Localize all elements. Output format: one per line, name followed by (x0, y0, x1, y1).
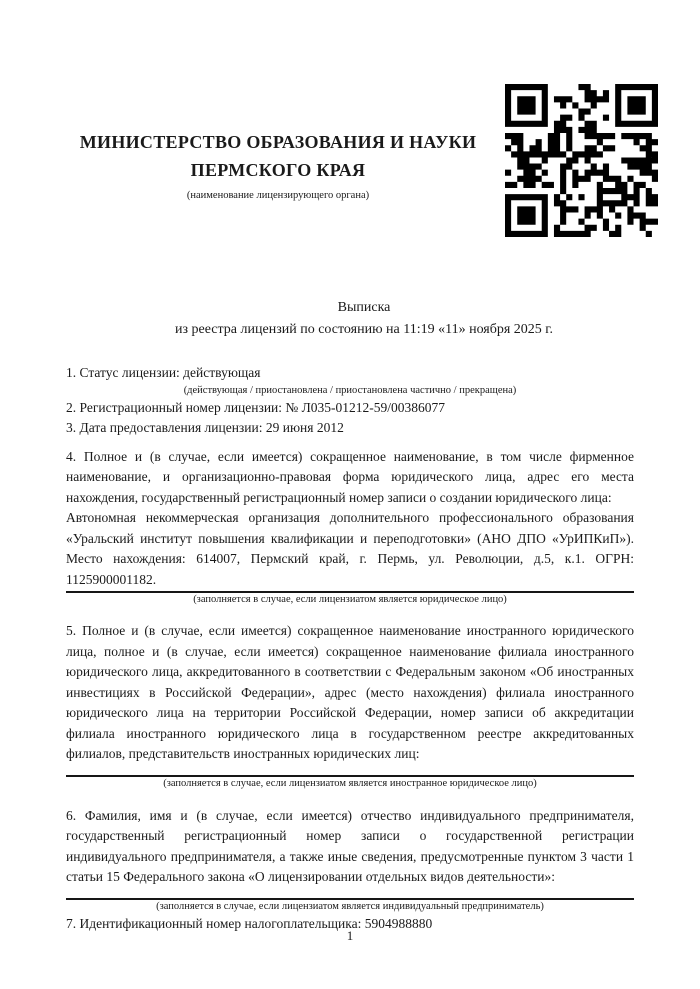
license-grant-date: 3. Дата предоставления лицензии: 29 июня 2012 (66, 420, 344, 435)
legal-entity-caption: (заполняется в случае, если лицензиатом является юридическое лицо) (193, 594, 507, 605)
license-status: 1. Статус лицензии: действующая (66, 365, 261, 380)
individual-entrepreneur-caption: (заполняется в случае, если лицензиатом является индивидуальный предприниматель) (156, 900, 544, 912)
foreign-entity-label: 5. Полное и (в случае, если имеется) сокращенное наименование иностранного юридического лица, полное и (в случае, если имеется) сокращенное наименование филиала иностранного юридического лица, аккредитованного в соответствии с Федеральным законом «Об иностранных инвестициях в Российской Федерации», адрес (место нахождения) филиала иностранного юридического лица на территории Российской Федерации, номер записи об аккредитации филиала иностранного юридического лица в государственном реестре аккредитованных филиалов, представительств иностранных юридических лиц: (66, 623, 634, 761)
taxpayer-inn: 7. Идентификационный номер налогоплательщика: 5904988880 (66, 915, 433, 931)
ministry-name-line1: МИНИСТЕРСТВО ОБРАЗОВАНИЯ И НАУКИ (79, 132, 477, 152)
individual-entrepreneur-label: 6. Фамилия, имя и (в случае, если имеется) отчество индивидуального предпринимателя, государственный регистрационный номер записи о государственной регистрации индивидуального предпринимателя, а также иные сведения, предусмотренные пунктом 3 части 1 статьи 15 Федерального закона «О лицензировании отдельных видов деятельности»: (66, 807, 634, 884)
license-reg-number: 2. Регистрационный номер лицензии: № Л035-01212-59/00386077 (66, 399, 446, 415)
document-title (80, 297, 648, 341)
license-status-options: (действующая / приостановлена / приостановлена частично / прекращена) (183, 384, 517, 396)
foreign-entity-empty-line (66, 765, 634, 777)
qr-code-icon (505, 84, 658, 237)
foreign-entity-caption: (заполняется в случае, если лицензиатом является иностранное юридическое лицо) (163, 777, 537, 789)
page-number: 1 (346, 928, 354, 943)
document-body (66, 363, 634, 934)
licensing-authority-header (56, 128, 500, 203)
legal-entity-section (66, 447, 634, 594)
individual-entrepreneur-section (66, 806, 634, 900)
ministry-name-line2: ПЕРМСКОГО КРАЯ (190, 160, 366, 180)
document-title-line2: из реестра лицензий по состоянию на 11:19 «11» ноября 2025 г. (175, 322, 553, 337)
ministry-caption: (наименование лицензирующего органа) (186, 190, 370, 201)
legal-entity-label: 4. Полное и (в случае, если имеется) сокращенное наименование, в том числе фирменное наименование, и организационно-правовая форма юридического лица, адрес его места нахождения, государственный регистрационный номер записи о создании юридического лица: (66, 448, 634, 505)
document-title-line1: Выписка (337, 300, 391, 315)
individual-entrepreneur-empty-line (66, 888, 634, 900)
foreign-entity-section (66, 621, 634, 777)
legal-entity-value: Автономная некоммерческая организация дополнительного профессионального образования «Уральский институт повышения квалификации и переподготовки» (АНО ДПО «УрИПКиП»). Место нахождения: 614007, Пермский край, г. Пермь, ул. Революции, д.5, к.1. ОГРН: 1125900001182. (66, 510, 634, 587)
